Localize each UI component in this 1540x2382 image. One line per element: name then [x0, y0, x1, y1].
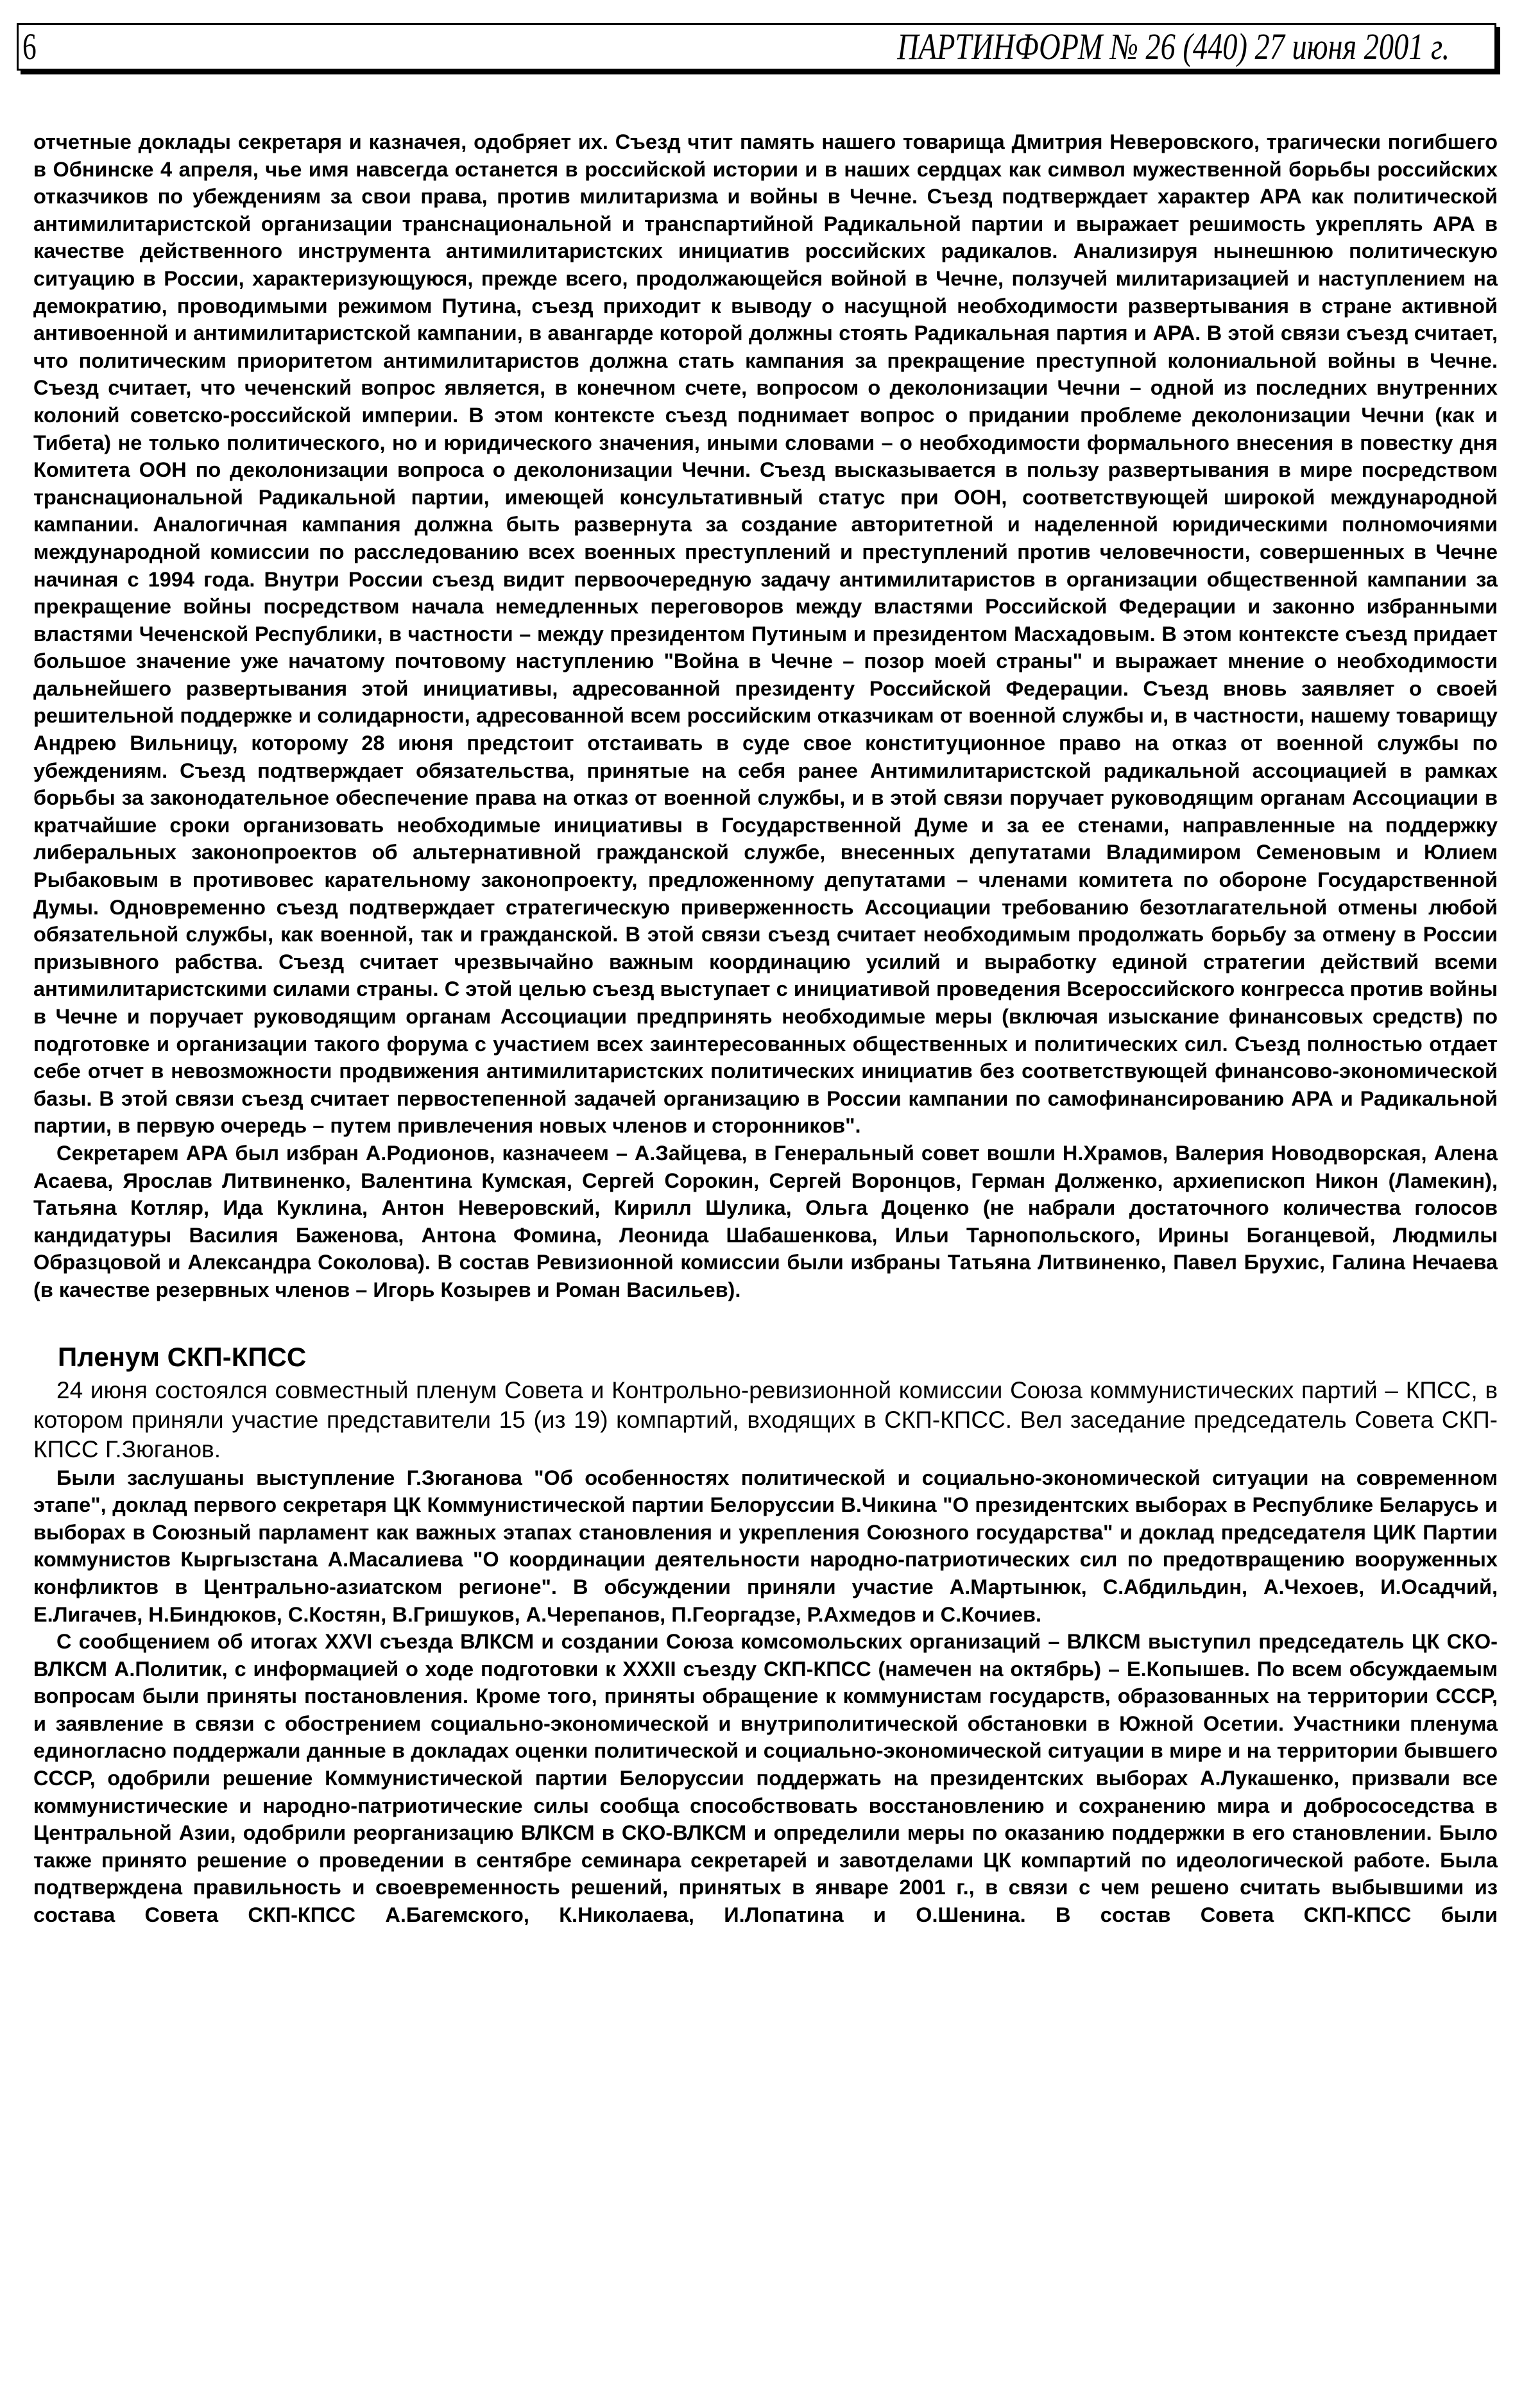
article-lead: 24 июня состоялся совместный пленум Совета и Контрольно-ревизионной комиссии Союза коммунистических партий – КПСС, в котором приняли участие представители 15 (из 19) компартий, входящих в СКП-КПСС. Вел заседание председатель Совета СКП-КПСС Г.Зюганов.	[33, 1376, 1498, 1462]
article-paragraph: С сообщением об итогах XXVI съезда ВЛКСМ и создании Союза комсомольских организаций – ВЛКСМ выступил председатель ЦК СКО-ВЛКСМ А.Политик, с информацией о ходе подготовки к XXXII съезду СКП-КПСС (намечен на октябрь) – Е.Копышев. По всем обсуждаемым вопросам были приняты постановления. Кроме того, приняты обращение к коммунистам государств, образованных на территории СССР, и заявление в связи с обострением социально-экономической и внутриполитической обстановки в Южной Осетии. Участники пленума единогласно поддержали данные в докладах оценки политической и социально-экономической ситуации в мире и на территории бывшего СССР, одобрили решение Коммунистической партии Белоруссии поддержать на президентских выборах А.Лукашенко, призвали все коммунистические и народно-патриотические силы сообща способствовать восстановлению и сохранению мира и добрососедства в Центральной Азии, одобрили реорганизацию ВЛКСМ в СКО-ВЛКСМ и определили меры по оказанию поддержки в его становлении. Было также принято решение о проведении в сентябре семинара секретарей и завотделами ЦК компартий по идеологической работе. Была подтверждена правильность и своевременность решений, принятых в январе 2001 г., в связи с чем решено считать выбывшими из состава Совета СКП-КПСС А.Багемского, К.Николаева, И.Лопатина и О.Шенина. В состав Совета СКП-КПСС были	[33, 1630, 1498, 1927]
page-body	[33, 128, 1498, 1929]
article-skp-kpss-plenum	[33, 1341, 1498, 1929]
page-header	[17, 23, 1496, 71]
article-paragraph: Были заслушаны выступление Г.Зюганова "Об особенностях политической и социально-экономической ситуации на современном этапе", доклад первого секретаря ЦК Коммунистической партии Белоруссии В.Чикина "О президентских выборах в Республике Беларусь и выборах в Союзный парламент как важных этапах становления и укрепления Союзного государства" и доклад председателя ЦИК Партии коммунистов Кыргызстана А.Масалиева "О координации деятельности народно-патриотических сил по предотвращению вооруженных конфликтов в Центрально-азиатском регионе". В обсуждении приняли участие А.Мартынюк, С.Абдильдин, А.Чехоев, И.Осадчий, Е.Лигачев, Н.Биндюков, С.Костян, В.Гришуков, А.Черепанов, П.Георгадзе, Р.Ахмедов и С.Кочиев.	[33, 1466, 1498, 1626]
article-ara-congress	[33, 128, 1498, 1304]
page-number: 6	[22, 26, 37, 67]
publication-title: ПАРТИНФОРМ № 26 (440) 27 июня 2001 г.	[897, 26, 1450, 67]
article-paragraph: Секретарем АРА был избран А.Родионов, казначеем – А.Зайцева, в Генеральный совет вошли Н.Храмов, Валерия Новодворская, Алена Асаева, Ярослав Литвиненко, Валентина Кумская, Сергей Сорокин, Сергей Воронцов, Герман Долженко, архиепископ Никон (Ламекин), Татьяна Котляр, Ида Куклина, Антон Неверовский, Кирилл Шулика, Ольга Доценко (не набрали достаточного количества голосов кандидатуры Василия Баженова, Антона Фомина, Леонида Шабашенкова, Ильи Тарнопольского, Ирины Боганцевой, Людмилы Образцовой и Александра Соколова). В состав Ревизионной комиссии были избраны Татьяна Литвиненко, Павел Брухис, Галина Нечаева (в качестве резервных членов – Игорь Козырев и Роман Васильев).	[33, 1141, 1498, 1301]
article-heading: Пленум СКП-КПСС	[58, 1341, 307, 1372]
article-paragraph: отчетные доклады секретаря и казначея, одобряет их. Съезд чтит память нашего товарища Дмитрия Неверовского, трагически погибшего в Обнинске 4 апреля, чье имя навсегда останется в российской истории и в наших сердцах как символ мужественной борьбы российских отказчиков по убеждениям за свои права, против милитаризма и войны в Чечне. Съезд подтверждает характер АРА как политической антимилитаристской организации транснациональной и транспартийной Радикальной партии и выражает решимость укреплять АРА в качестве действенного инструмента антимилитаристских инициатив российских радикалов. Анализируя нынешнюю политическую ситуацию в России, характеризующуюся, прежде всего, продолжающейся войной в Чечне, ползучей милитаризацией и наступлением на демократию, проводимыми режимом Путина, съезд приходит к выводу о насущной необходимости развертывания в стране активной антивоенной и антимилитаристской кампании, в авангарде которой должны стоять Радикальная партия и АРА. В этой связи съезд считает, что политическим приоритетом антимилитаристов должна стать кампания за прекращение преступной колониальной войны в Чечне. Съезд считает, что чеченский вопрос является, в конечном счете, вопросом о деколонизации Чечни – одной из последних внутренних колоний советско-российской империи. В этом контексте съезд поднимает вопрос о придании проблеме деколонизации Чечни (как и Тибета) не только политического, но и юридического значения, иными словами – о необходимости формального внесения в повестку дня Комитета ООН по деколонизации вопроса о деколонизации Чечни. Съезд высказывается в пользу развертывания в мире посредством транснациональной Радикальной партии, имеющей консультативный статус при ООН, соответствующей широкой международной кампании. Аналогичная кампания должна быть развернута за создание авторитетной и наделенной юридическими полномочиями международной комиссии по расследованию всех военных преступлений и преступлений против человечности, совершенных в Чечне начиная с 1994 года. Внутри России съезд видит первоочередную задачу антимилитаристов в организации общественной кампании за прекращение войны посредством начала немедленных переговоров между властями Российской Федерации и законно избранными властями Чеченской Республики, в частности – между президентом Путиным и президентом Масхадовым. В этом контексте съезд придает большое значение уже начатому почтовому наступлению "Война в Чечне – позор моей страны" и выражает мнение о необходимости дальнейшего развертывания этой инициативы, адресованной президенту Российской Федерации. Съезд вновь заявляет о своей решительной поддержке и солидарности, адресованной всем российским отказчикам от военной службы и, в частности, нашему товарищу Андрею Вильницу, которому 28 июня предстоит отстаивать в суде свое конституционное право на отказ от военной службы по убеждениям. Съезд подтверждает обязательства, принятые на себя ранее Антимилитаристской радикальной ассоциацией в рамках борьбы за законодательное обеспечение права на отказ от военной службы, и в этой связи поручает руководящим органам Ассоциации в кратчайшие сроки организовать необходимые инициативы в Государственной Думе и за ее стенами, направленные на поддержку либеральных законопроектов об альтернативной гражданской службе, внесенных депутатами Владимиром Семеновым и Юлием Рыбаковым в противовес карательному законопроекту, предложенному депутатами – членами комитета по обороне Государственной Думы. Одновременно съезд подтверждает стратегическую приверженность Ассоциации требованию безотлагательной отмены любой обязательной службы, как военной, так и гражданской. В этой связи съезд считает необходимым продолжать борьбу за отмену в России призывного рабства. Съезд считает чрезвычайно важным координацию усилий и выработку единой стратегии действий всеми антимилитаристскими силами страны. С этой целью съезд выступает с инициативой проведения Всероссийского конгресса против войны в Чечне и поручает руководящим органам Ассоциации предпринять необходимые меры (включая изыскание финансовых средств) по подготовке и организации такого форума с участием всех заинтересованных общественных и политических сил. Съезд полностью отдает себе отчет в невозможности продвижения антимилитаристских политических инициатив без соответствующей финансово-экономической базы. В этой связи съезд считает первостепенной задачей организацию в России кампании по самофинансированию АРА и Радикальной партии, в первую очередь – путем привлечения новых членов и сторонников".	[33, 130, 1498, 1138]
